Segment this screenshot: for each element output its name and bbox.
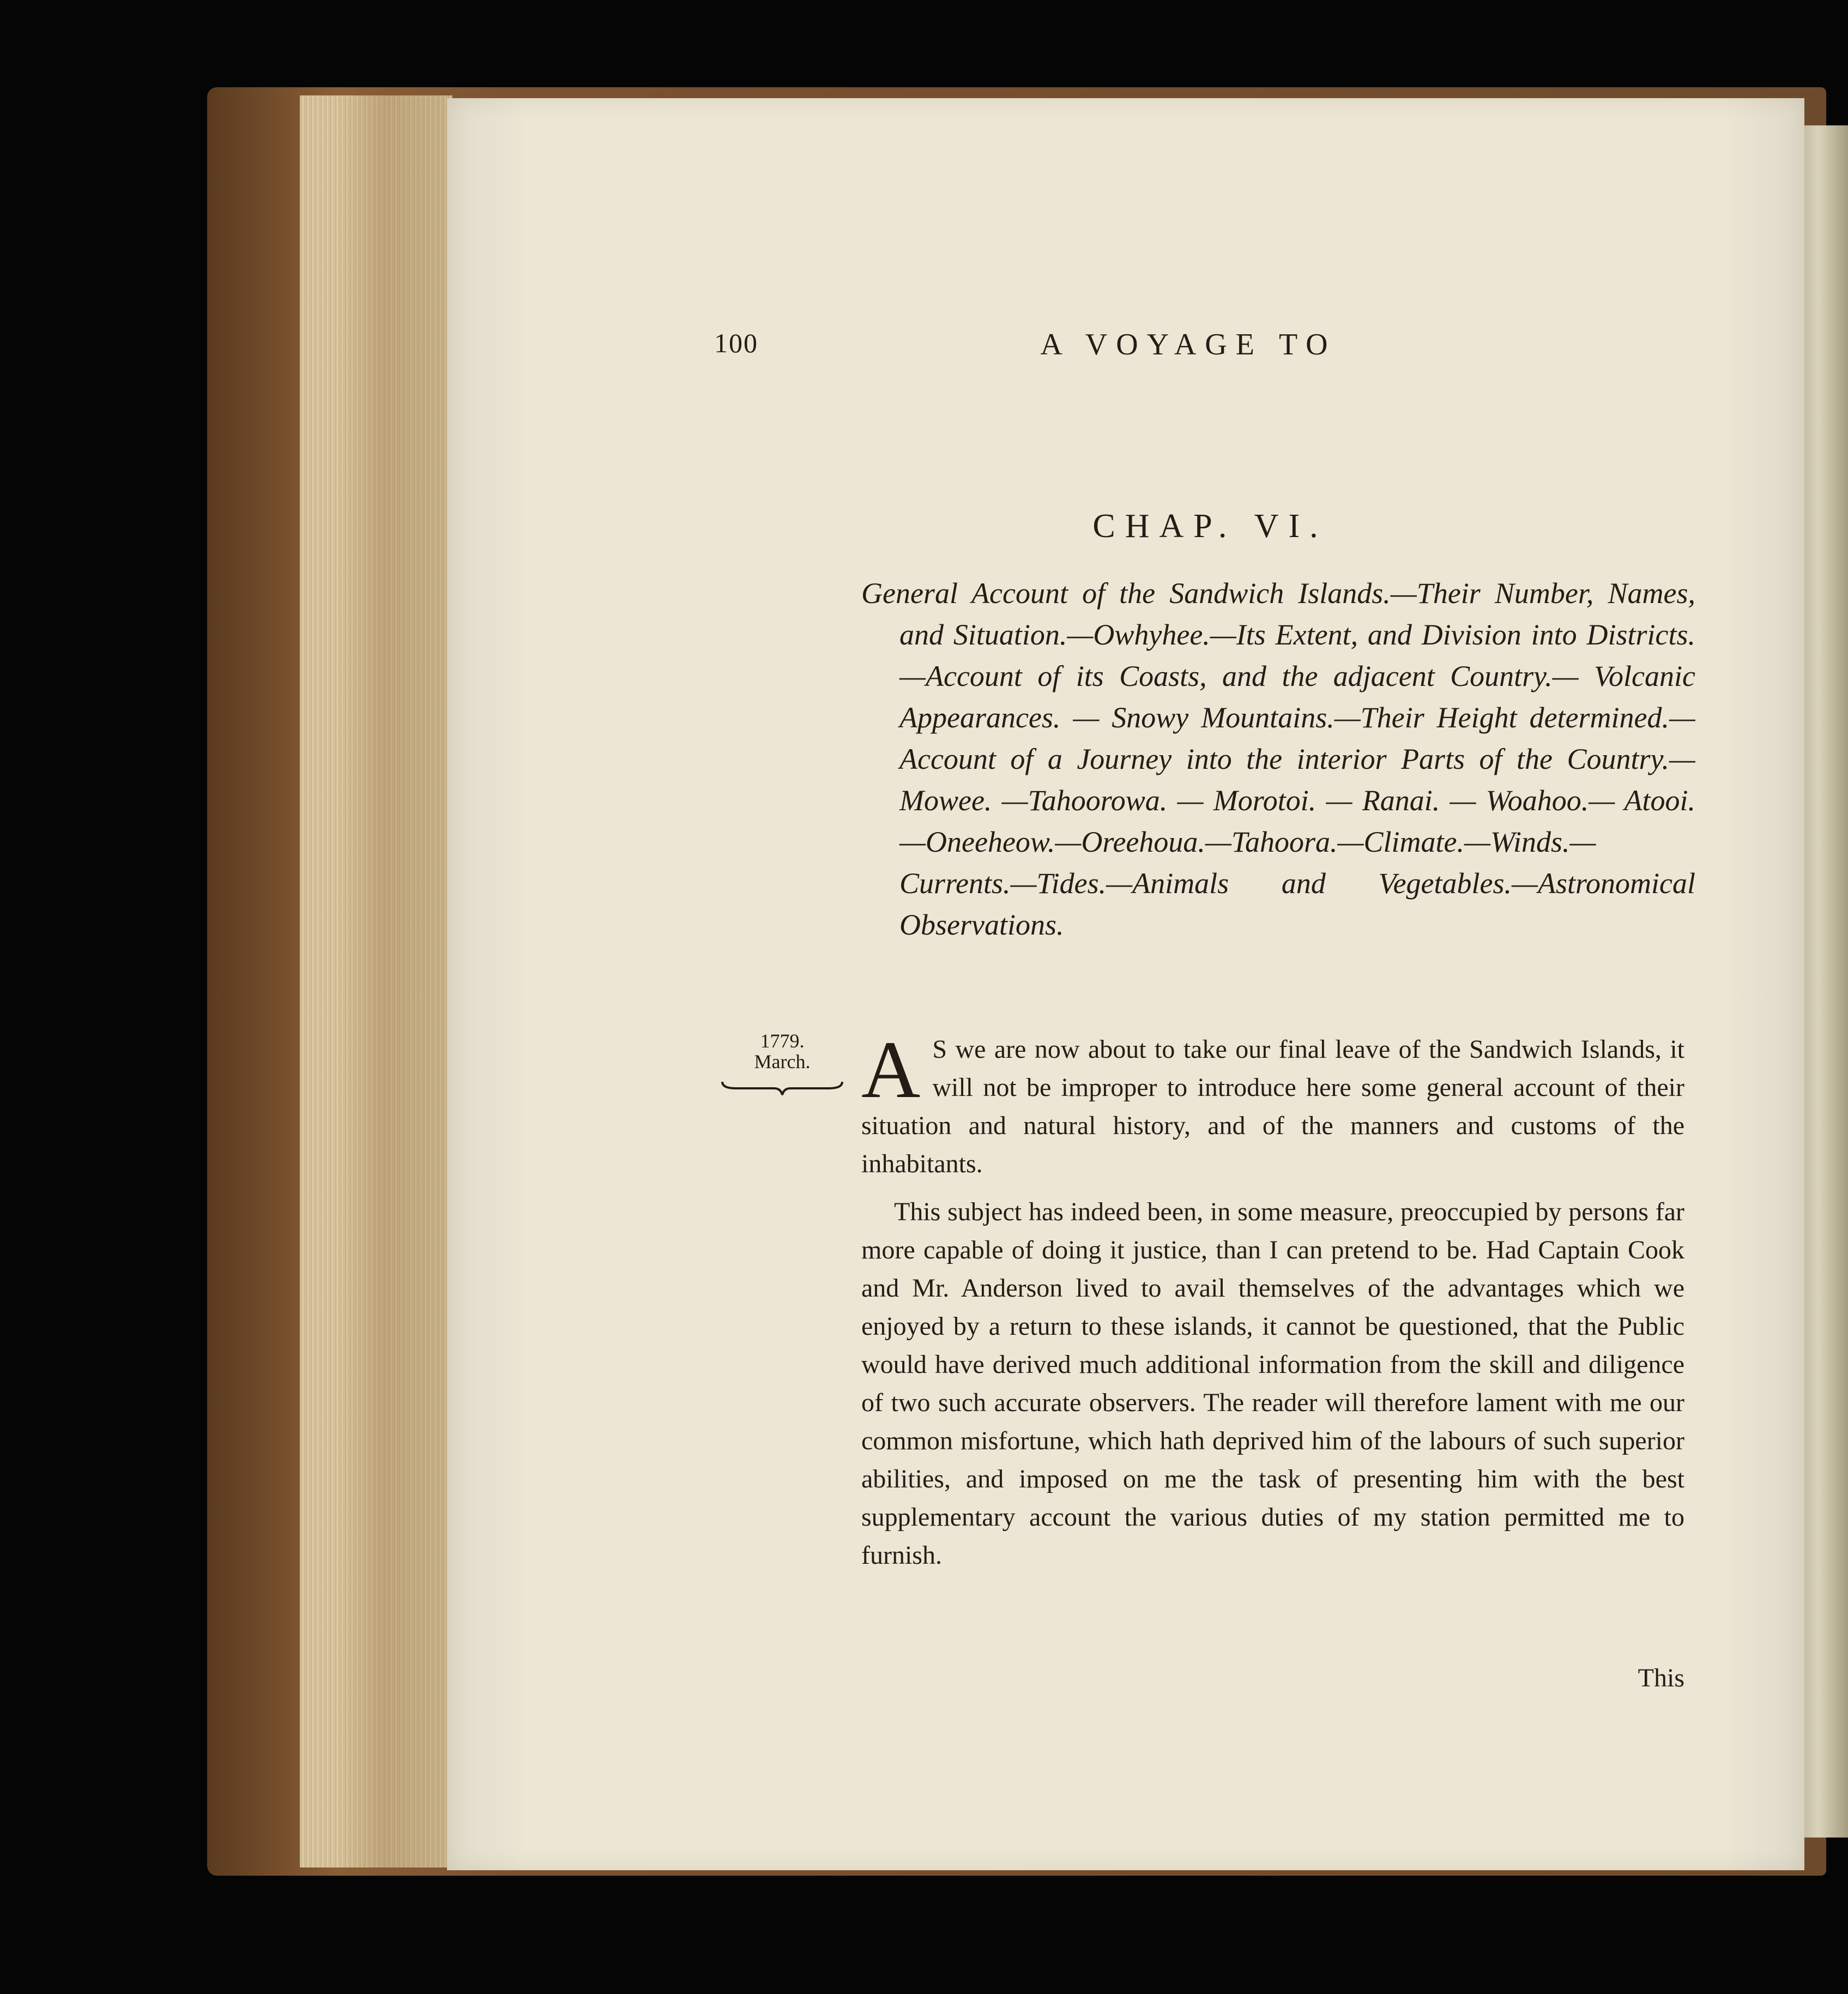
page-number: 100 [714, 328, 758, 358]
paragraph-2: This subject has indeed been, in some measure, preoccupied by persons far more capable of doing it justice, than I can pretend to be. Had Captain Cook and Mr. Anderson lived to avail themselves of the advantages which we enjoyed by a return to these islands, it cannot be questioned, that the Public would have derived much additional information from the skill and diligence of two such accurate observers. The reader will therefore lament with me our common misfortune, which hath deprived him of the labours of such superior abilities, and imposed on me the task of presenting him with the best supplementary account the various duties of my station permitted me to furnish. [861, 1197, 1684, 1570]
book-page [447, 98, 1804, 1870]
margin-date-note [736, 1031, 829, 1072]
margin-brace-icon [720, 1080, 845, 1096]
page-block-edge-right [1799, 125, 1848, 1838]
drop-cap: A [861, 1031, 921, 1115]
page-edge-shadow [338, 95, 452, 1868]
margin-month: March. [754, 1051, 811, 1073]
chapter-heading: CHAP. VI. [1092, 508, 1328, 545]
running-title: A VOYAGE TO [1040, 328, 1337, 362]
running-head [714, 327, 1739, 376]
catchword: This [1638, 1664, 1684, 1692]
body-text [861, 1031, 1684, 1794]
chapter-summary: General Account of the Sandwich Islands.—Their Number, Names, and Situation.—Owhyhee.—Its Extent, and Division into Districts.—Account of its Coasts, and the adjacent Country.— Volcanic Appearances. — Snowy Mountains.—Their Height determined.—Account of a Journey into the interior Parts of the Country.—Mowee. —Tahoorowa. — Morotoi. — Ranai. — Woahoo.— Atooi.—Oneeheow.—Oreehoua.—Tahoora.—Climate.—Winds.—Currents.—Tides.—Animals and Vegetables.—Astronomical Observations. [861, 577, 1695, 941]
paragraph-1: S we are now about to take our final leave of the Sandwich Islands, it will not be improper to introduce here some general account of their situation and natural history, and of the manners and customs of the inhabitants. [861, 1035, 1684, 1178]
margin-year: 1779. [760, 1030, 805, 1052]
